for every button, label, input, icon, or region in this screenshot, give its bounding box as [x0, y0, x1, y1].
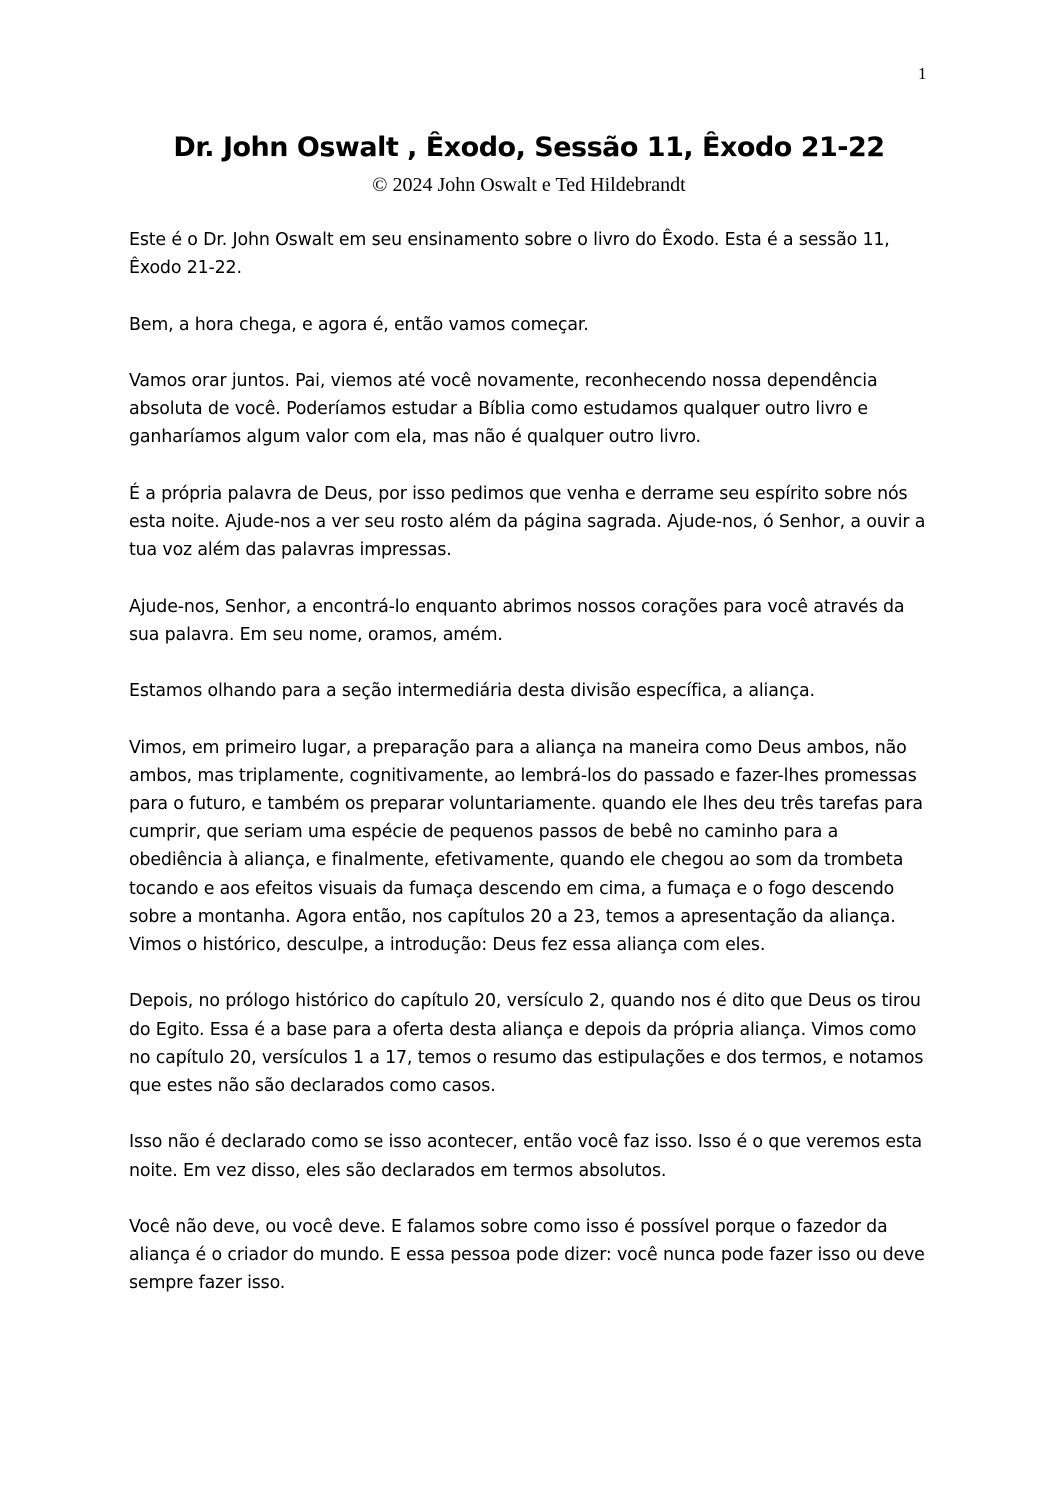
paragraph-section: Estamos olhando para a seção intermediária desta divisão específica, a aliança. — [129, 681, 815, 702]
paragraph-prayer-2: É a própria palavra de Deus, por isso pedimos que venha e derrame seu espírito sobre nós esta noite. Ajude-nos a ver seu rosto além da página sagrada. Ajude-nos, ó Senhor, a ouvir a tua voz além das palavras impressas. — [129, 483, 926, 561]
paragraph-begin: Bem, a hora chega, e agora é, então vamos começar. — [129, 314, 589, 335]
paragraph-intro: Este é o Dr. John Oswalt em seu ensinamento sobre o livro do Êxodo. Esta é a sessão 11, Êxodo 21-22. — [129, 230, 890, 279]
paragraph-prayer-1: Vamos orar juntos. Pai, viemos até você novamente, reconhecendo nossa dependência absoluta de você. Poderíamos estudar a Bíblia como estudamos qualquer outro livro e ganharíamos algum valor com ela, mas não é qualquer outro livro. — [129, 370, 878, 448]
paragraph-absolute-terms: Isso não é declarado como se isso acontecer, então você faz isso. Isso é o que veremos esta noite. Em vez disso, eles são declarados em termos absolutos. — [129, 1132, 923, 1181]
copyright-line: © 2024 John Oswalt e Ted Hildebrandt — [372, 174, 686, 196]
paragraph-covenant-maker: Você não deve, ou você deve. E falamos sobre como isso é possível porque o fazedor da aliança é o criador do mundo. E essa pessoa pode dizer: você nunca pode fazer isso ou deve sempre fazer isso. — [129, 1216, 925, 1294]
document-title: Dr. John Oswalt , Êxodo, Sessão 11, Êxodo 21-22 — [173, 132, 885, 163]
paragraph-preparation: Vimos, em primeiro lugar, a preparação para a aliança na maneira como Deus ambos, não ambos, mas triplamente, cognitivamente, ao lembrá-los do passado e fazer-lhes promessas para o futuro, e também os preparar voluntariamente. quando ele lhes deu três tarefas para cumprir, que seriam uma espécie de pequenos passos de bebê no caminho para a obediência à aliança, e finalmente, efetivamente, quando ele chegou ao som da trombeta tocando e aos efeitos visuais da fumaça descendo em cima, a fumaça e o fogo descendo sobre a montanha. Agora então, nos capítulos 20 a 23, temos a apresentação da aliança. Vimos o histórico, desculpe, a introdução: Deus fez essa aliança com eles. — [129, 737, 923, 955]
paragraph-prologue: Depois, no prólogo histórico do capítulo 20, versículo 2, quando nos é dito que Deus os tirou do Egito. Essa é a base para a oferta desta aliança e depois da própria aliança. Vimos como no capítulo 20, versículos 1 a 17, temos o resumo das estipulações e dos termos, e notamos que estes não são declarados como casos. — [129, 991, 924, 1096]
paragraph-prayer-3: Ajude-nos, Senhor, a encontrá-lo enquanto abrimos nossos corações para você através da sua palavra. Em seu nome, oramos, amém. — [129, 596, 905, 645]
page-number: 1 — [918, 64, 927, 83]
document-body — [129, 226, 929, 1326]
